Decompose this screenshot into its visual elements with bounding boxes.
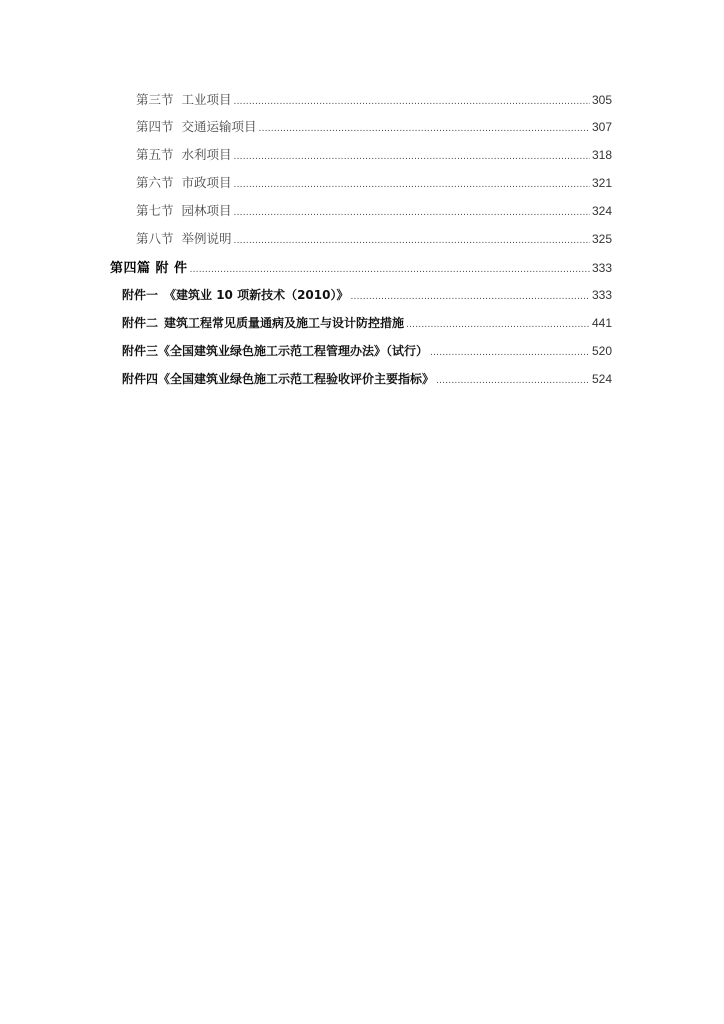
section-number: 第三节 xyxy=(136,92,174,107)
appendix-title: 建筑工程常见质量通病及施工与设计防控措施 xyxy=(164,316,405,330)
page-number: 324 xyxy=(591,204,612,218)
section-title: 举例说明 xyxy=(181,231,232,246)
toc-entry-label xyxy=(122,313,404,333)
toc-entry-section-3[interactable] xyxy=(136,90,612,110)
section-title: 市政项目 xyxy=(181,175,232,190)
toc-entry-appendix-3[interactable] xyxy=(122,341,612,361)
toc-entry-label xyxy=(136,173,232,193)
dot-leader xyxy=(350,287,589,305)
appendix-number: 附件三 xyxy=(122,344,159,358)
appendix-number: 附件一 xyxy=(122,288,159,302)
section-number: 第四节 xyxy=(136,119,174,134)
appendix-number: 附件四 xyxy=(122,372,159,386)
toc-entry-section-8[interactable] xyxy=(136,229,612,249)
toc-entry-part-4[interactable] xyxy=(110,258,612,278)
toc-entry-label xyxy=(122,285,348,305)
dot-leader xyxy=(436,371,590,389)
section-number: 第七节 xyxy=(136,203,174,218)
dot-leader xyxy=(234,147,590,165)
toc-entry-label xyxy=(136,90,232,110)
page-number: 307 xyxy=(591,120,612,134)
dot-leader xyxy=(234,92,590,110)
page-number: 441 xyxy=(591,316,612,330)
dot-leader xyxy=(259,119,590,137)
toc-entry-appendix-2[interactable] xyxy=(122,313,612,333)
section-title: 工业项目 xyxy=(181,92,232,107)
page-number: 318 xyxy=(591,148,612,162)
page-number: 325 xyxy=(591,232,612,246)
page-number: 305 xyxy=(591,93,612,107)
appendix-title: 《全国建筑业绿色施工示范工程管理办法》（试行） xyxy=(158,344,429,358)
toc-entry-label xyxy=(122,369,434,389)
toc-entry-section-5[interactable] xyxy=(136,145,612,165)
toc-entry-label xyxy=(136,201,232,221)
section-title: 园林项目 xyxy=(181,203,232,218)
dot-leader xyxy=(430,343,590,361)
page-number: 524 xyxy=(591,372,612,386)
page-number: 520 xyxy=(591,344,612,358)
toc-entry-appendix-1[interactable] xyxy=(122,285,612,305)
appendix-title: 《全国建筑业绿色施工示范工程验收评价主要指标》 xyxy=(158,372,435,386)
section-title: 交通运输项目 xyxy=(181,119,257,134)
section-number: 第八节 xyxy=(136,231,174,246)
section-number: 第六节 xyxy=(136,175,174,190)
toc-entry-appendix-4[interactable] xyxy=(122,369,612,389)
appendix-number: 附件二 xyxy=(122,316,159,330)
part-title: 第四篇 附 件 xyxy=(110,261,188,276)
section-number: 第五节 xyxy=(136,147,174,162)
toc-entry-section-6[interactable] xyxy=(136,173,612,193)
section-title: 水利项目 xyxy=(181,147,232,162)
toc-entry-label xyxy=(136,145,232,165)
dot-leader xyxy=(234,175,590,193)
toc-entry-label xyxy=(136,117,257,137)
appendix-title: 《建筑业 10 项新技术（2010）》 xyxy=(164,288,349,302)
toc-entry-section-7[interactable] xyxy=(136,201,612,221)
page-number: 333 xyxy=(591,261,612,275)
toc-entry-label xyxy=(122,341,428,361)
dot-leader xyxy=(190,260,590,278)
page-number: 333 xyxy=(591,288,612,302)
dot-leader xyxy=(234,203,590,221)
toc-entry-section-4[interactable] xyxy=(136,117,612,137)
toc-entry-label xyxy=(136,229,232,249)
page-number: 321 xyxy=(591,176,612,190)
dot-leader xyxy=(234,231,590,249)
dot-leader xyxy=(406,315,590,333)
